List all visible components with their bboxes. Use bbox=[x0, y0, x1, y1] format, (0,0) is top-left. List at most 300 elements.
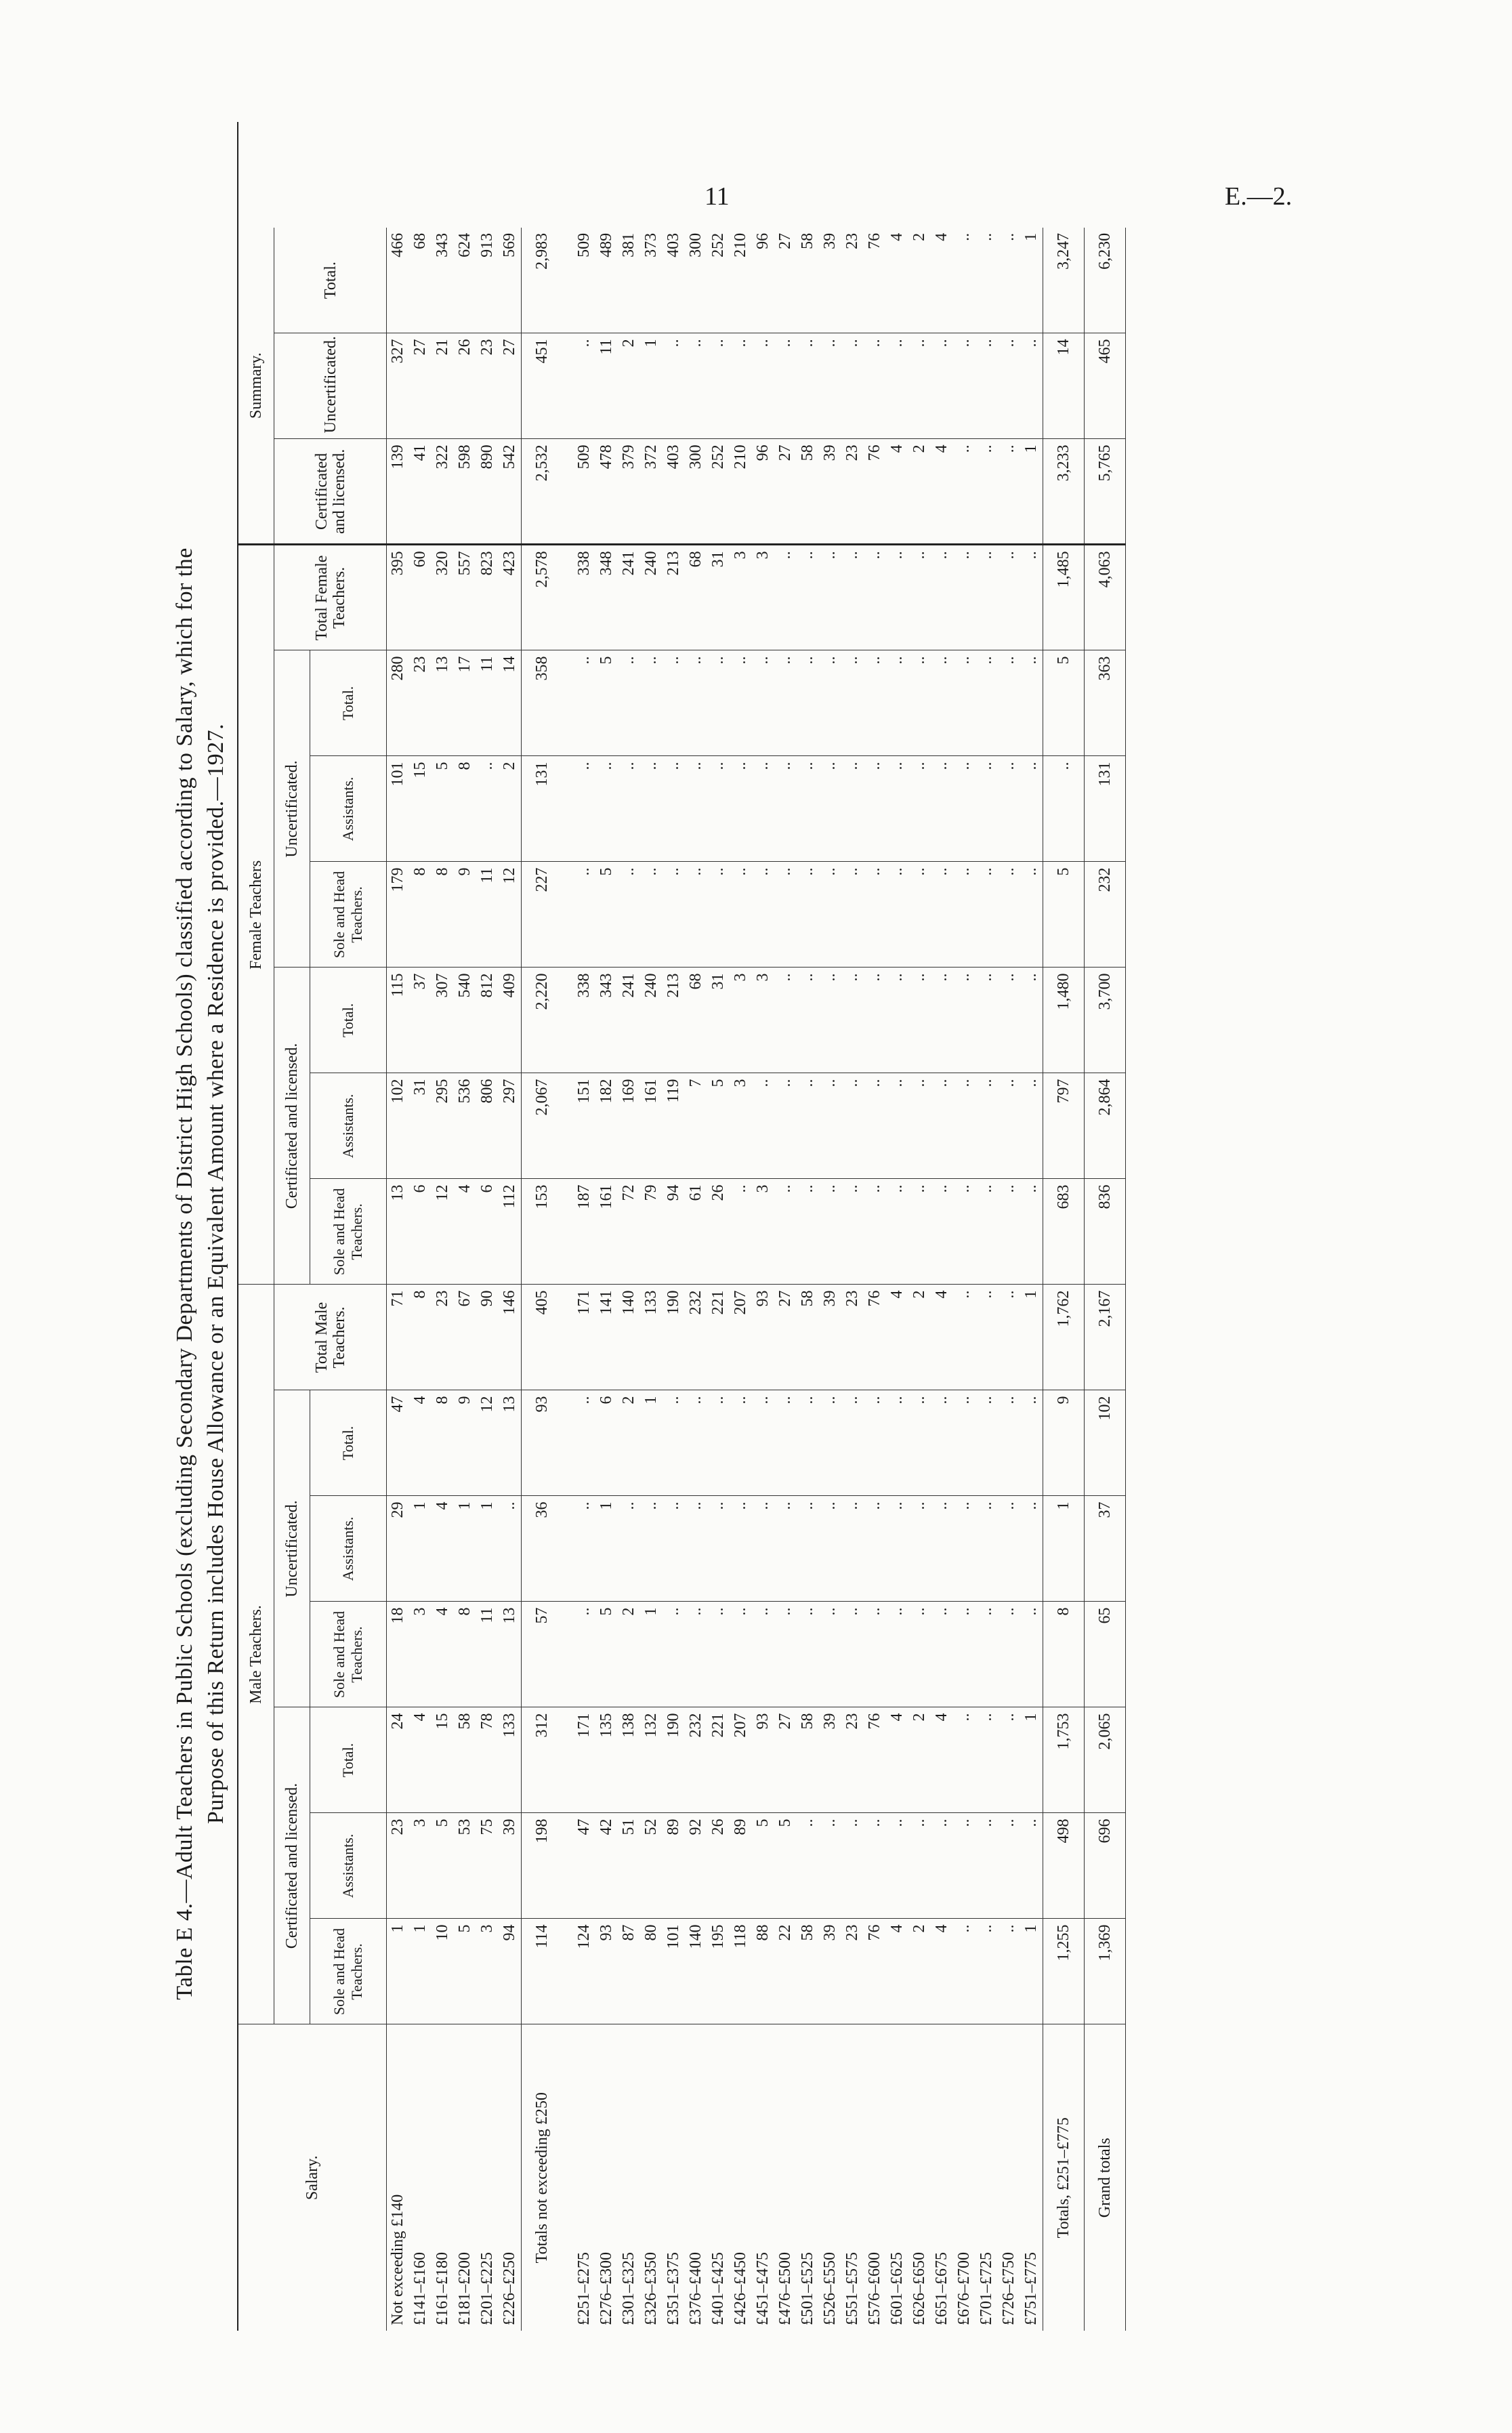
table-cell: 27 bbox=[774, 439, 797, 545]
table-cell: 8 bbox=[409, 1285, 432, 1390]
table-cell: .. bbox=[886, 862, 908, 968]
table-cell: 696 bbox=[1085, 1813, 1126, 1919]
table-cell: 1,485 bbox=[1043, 545, 1085, 650]
table-cell: 6 bbox=[409, 1179, 432, 1285]
table-cell: .. bbox=[685, 1602, 707, 1707]
male-cert-assist-header: Assistants. bbox=[310, 1813, 387, 1919]
table-cell: 131 bbox=[1085, 756, 1126, 862]
table-cell: .. bbox=[707, 756, 730, 862]
table-cell: .. bbox=[908, 545, 931, 650]
table-cell: 5,765 bbox=[1085, 439, 1126, 545]
table-cell: 2 bbox=[618, 333, 640, 439]
salary-label: £701–£725 bbox=[975, 2024, 998, 2331]
table-cell: .. bbox=[685, 862, 707, 968]
table-cell: 133 bbox=[499, 1707, 522, 1813]
table-cell: 3 bbox=[476, 1919, 499, 2024]
table-cell: .. bbox=[953, 1285, 975, 1390]
table-cell: 5 bbox=[595, 1602, 618, 1707]
table-cell: 465 bbox=[1085, 333, 1126, 439]
table-cell: .. bbox=[797, 1073, 819, 1179]
table-cell: .. bbox=[640, 862, 663, 968]
table-cell: 76 bbox=[864, 1919, 886, 2024]
table-cell: .. bbox=[730, 1496, 752, 1602]
table-cell: .. bbox=[931, 1496, 953, 1602]
table-cell: .. bbox=[864, 862, 886, 968]
table-cell: 39 bbox=[819, 1919, 841, 2024]
male-cert-total-header: Total. bbox=[310, 1707, 387, 1813]
table-cell: 68 bbox=[685, 545, 707, 650]
table-cell: .. bbox=[730, 333, 752, 439]
table-cell: 4 bbox=[886, 439, 908, 545]
table-cell: 312 bbox=[522, 1707, 563, 1813]
table-cell: 14 bbox=[499, 650, 522, 756]
table-cell: .. bbox=[998, 1707, 1020, 1813]
table-cell: .. bbox=[841, 1073, 864, 1179]
caption-line-1: Table E 4.—Adult Teachers in Public Schools (excluding Secondary Departments of District High Schools) classified according to Salary, which for the bbox=[172, 547, 197, 2000]
table-cell: .. bbox=[819, 862, 841, 968]
table-cell: .. bbox=[908, 1496, 931, 1602]
table-cell: 9 bbox=[454, 1390, 476, 1496]
table-cell: .. bbox=[640, 1496, 663, 1602]
table-cell: .. bbox=[685, 756, 707, 862]
table-cell: .. bbox=[819, 650, 841, 756]
table-row bbox=[953, 122, 975, 2331]
table-row bbox=[774, 122, 797, 2331]
table-cell: .. bbox=[998, 756, 1020, 862]
table-cell: .. bbox=[797, 1813, 819, 1919]
table-cell: 37 bbox=[409, 968, 432, 1073]
table-cell: 76 bbox=[864, 1707, 886, 1813]
table-cell: .. bbox=[953, 439, 975, 545]
table-cell: .. bbox=[663, 1390, 685, 1496]
table-cell: 65 bbox=[1085, 1602, 1126, 1707]
table-cell: .. bbox=[931, 545, 953, 650]
table-cell: 195 bbox=[707, 1919, 730, 2024]
table-cell: 210 bbox=[732, 232, 749, 257]
table-cell: 8 bbox=[432, 1390, 454, 1496]
salary-label: Not exceeding £140 bbox=[387, 2024, 410, 2331]
table-row bbox=[864, 122, 886, 2331]
table-cell: .. bbox=[752, 756, 774, 862]
table-cell: 27 bbox=[409, 333, 432, 439]
table-cell: 8 bbox=[454, 1602, 476, 1707]
table-row bbox=[908, 122, 931, 2331]
salary-label: £401–£425 bbox=[707, 2024, 730, 2331]
table-cell: .. bbox=[774, 1390, 797, 1496]
table-cell: 4 bbox=[886, 1919, 908, 2024]
table-cell: 2,578 bbox=[522, 545, 563, 650]
table-cell: 39 bbox=[819, 439, 841, 545]
table-cell: 39 bbox=[821, 232, 839, 249]
table-cell: .. bbox=[819, 1813, 841, 1919]
table-cell: .. bbox=[841, 862, 864, 968]
table-cell: .. bbox=[663, 756, 685, 862]
table-cell: .. bbox=[640, 756, 663, 862]
table-cell: 8 bbox=[1043, 1602, 1085, 1707]
table-cell: .. bbox=[819, 1602, 841, 1707]
table-row bbox=[931, 122, 953, 2331]
table-cell: 213 bbox=[663, 545, 685, 650]
table-cell: 890 bbox=[476, 439, 499, 545]
table-cell: .. bbox=[978, 232, 995, 241]
table-cell: 71 bbox=[387, 1285, 410, 1390]
table-cell: 58 bbox=[797, 1285, 819, 1390]
grand-total-row bbox=[1085, 122, 1126, 2331]
table-cell: .. bbox=[774, 1602, 797, 1707]
table-cell: 27 bbox=[774, 1285, 797, 1390]
table-cell: .. bbox=[975, 439, 998, 545]
table-cell: .. bbox=[1020, 1602, 1043, 1707]
table-row bbox=[841, 122, 864, 2331]
table-cell: .. bbox=[953, 1073, 975, 1179]
table-cell: 14 bbox=[1043, 333, 1085, 439]
table-cell: .. bbox=[573, 1496, 595, 1602]
table-cell: 182 bbox=[595, 1073, 618, 1179]
table-cell: .. bbox=[886, 545, 908, 650]
salary-label: £426–£450 bbox=[730, 2024, 752, 2331]
table-cell: 31 bbox=[707, 968, 730, 1073]
table-cell: 3 bbox=[752, 968, 774, 1073]
table-cell: .. bbox=[908, 333, 931, 439]
table-cell: 22 bbox=[774, 1919, 797, 2024]
table-cell: 4 bbox=[432, 1602, 454, 1707]
table-cell: 153 bbox=[522, 1179, 563, 1285]
table-cell: 67 bbox=[454, 1285, 476, 1390]
table-cell: 198 bbox=[522, 1813, 563, 1919]
table-cell: 41 bbox=[409, 439, 432, 545]
table-cell: 18 bbox=[387, 1602, 410, 1707]
table-cell: 4 bbox=[432, 1496, 454, 1602]
table-row bbox=[454, 122, 476, 2331]
table-cell: .. bbox=[998, 1073, 1020, 1179]
table-cell: 23 bbox=[841, 1707, 864, 1813]
table-cell: .. bbox=[908, 862, 931, 968]
table-cell: 3 bbox=[730, 1073, 752, 1179]
table-cell: .. bbox=[573, 333, 595, 439]
table-cell: 2 bbox=[618, 1390, 640, 1496]
salary-label: £476–£500 bbox=[774, 2024, 797, 2331]
table-cell: .. bbox=[663, 1496, 685, 1602]
summary-header: Summary. bbox=[238, 228, 274, 545]
table-cell: 187 bbox=[573, 1179, 595, 1285]
table-cell: .. bbox=[819, 1496, 841, 1602]
table-cell: 1,255 bbox=[1043, 1919, 1085, 2024]
table-cell: 2 bbox=[499, 756, 522, 862]
table-cell: .. bbox=[953, 1813, 975, 1919]
table-cell: .. bbox=[797, 968, 819, 1073]
salary-label: £501–£525 bbox=[797, 2024, 819, 2331]
table-cell: 320 bbox=[432, 545, 454, 650]
table-cell: 93 bbox=[595, 1919, 618, 2024]
table-cell: .. bbox=[931, 1602, 953, 1707]
table-cell: .. bbox=[752, 1602, 774, 1707]
table-cell: .. bbox=[864, 1602, 886, 1707]
table-cell: 232 bbox=[685, 1285, 707, 1390]
table-cell: .. bbox=[998, 1602, 1020, 1707]
male-cert-header: Certificated and licensed. bbox=[274, 1707, 310, 2024]
table-cell: .. bbox=[975, 1602, 998, 1707]
table-row bbox=[432, 122, 454, 2331]
table-cell: .. bbox=[618, 756, 640, 862]
table-cell: 403 bbox=[665, 232, 682, 257]
table-cell: .. bbox=[752, 1390, 774, 1496]
table-cell: 1 bbox=[1020, 1919, 1043, 2024]
table-cell: 232 bbox=[685, 1707, 707, 1813]
table-cell: .. bbox=[573, 1390, 595, 1496]
table-cell: 307 bbox=[432, 968, 454, 1073]
table-cell: 138 bbox=[618, 1707, 640, 1813]
table-cell: 6 bbox=[476, 1179, 499, 1285]
table-cell: 3,233 bbox=[1043, 439, 1085, 545]
table-cell: 94 bbox=[499, 1919, 522, 2024]
female-uncert-sole-header: Sole and Head Teachers. bbox=[310, 862, 387, 968]
table-cell: 169 bbox=[618, 1073, 640, 1179]
table-cell: 4 bbox=[454, 1179, 476, 1285]
table-cell: .. bbox=[953, 333, 975, 439]
table-cell: 509 bbox=[573, 439, 595, 545]
table-cell: 3 bbox=[752, 1179, 774, 1285]
table-cell: 542 bbox=[499, 439, 522, 545]
table-cell: 76 bbox=[864, 1285, 886, 1390]
table-cell: 1 bbox=[640, 1602, 663, 1707]
table-row bbox=[499, 122, 522, 2331]
table-cell: .. bbox=[797, 756, 819, 862]
table-cell: 8 bbox=[409, 862, 432, 968]
table-cell: 23 bbox=[387, 1813, 410, 1919]
table-cell: 1 bbox=[409, 1919, 432, 2024]
table-cell: .. bbox=[1020, 968, 1043, 1073]
table-cell: .. bbox=[931, 1073, 953, 1179]
salary-label: £601–£625 bbox=[886, 2024, 908, 2331]
table-cell: .. bbox=[841, 333, 864, 439]
table-cell: 4 bbox=[931, 1285, 953, 1390]
table-cell: 4 bbox=[886, 1285, 908, 1390]
table-cell: .. bbox=[640, 650, 663, 756]
table-cell: 812 bbox=[476, 968, 499, 1073]
table-cell: 26 bbox=[454, 333, 476, 439]
table-row bbox=[573, 122, 595, 2331]
male-uncert-header: Uncertificated. bbox=[274, 1390, 310, 1707]
table-cell: .. bbox=[908, 756, 931, 862]
table-cell: .. bbox=[730, 1179, 752, 1285]
table-cell: 327 bbox=[387, 333, 410, 439]
table-cell: 11 bbox=[476, 1602, 499, 1707]
table-cell: .. bbox=[618, 1496, 640, 1602]
table-cell: .. bbox=[819, 1073, 841, 1179]
table-cell: 5 bbox=[595, 862, 618, 968]
table-cell: 5 bbox=[432, 1813, 454, 1919]
table-cell: 5 bbox=[595, 650, 618, 756]
table-cell: .. bbox=[953, 968, 975, 1073]
table-cell: .. bbox=[707, 862, 730, 968]
table-cell: .. bbox=[955, 232, 973, 241]
table-cell: 76 bbox=[864, 439, 886, 545]
table-cell: .. bbox=[841, 1179, 864, 1285]
table-cell: 94 bbox=[663, 1179, 685, 1285]
salary-label: £551–£575 bbox=[841, 2024, 864, 2331]
table-cell: .. bbox=[685, 1496, 707, 1602]
table-cell: 47 bbox=[387, 1390, 410, 1496]
table-cell: 3 bbox=[409, 1602, 432, 1707]
table-cell: 207 bbox=[730, 1707, 752, 1813]
table-cell: 405 bbox=[522, 1285, 563, 1390]
table-cell: .. bbox=[841, 1496, 864, 1602]
table-cell: 3 bbox=[730, 545, 752, 650]
table-cell: .. bbox=[886, 1496, 908, 1602]
female-cert-total-header: Total. bbox=[310, 968, 387, 1073]
summary-uncert-header: Uncertificated. bbox=[274, 333, 387, 439]
table-cell: 23 bbox=[843, 232, 861, 249]
table-cell: 89 bbox=[663, 1813, 685, 1919]
female-cert-header: Certificated and licensed. bbox=[274, 968, 310, 1285]
row-spacer bbox=[562, 122, 573, 2331]
table-cell: .. bbox=[499, 1496, 522, 1602]
table-cell: .. bbox=[953, 1496, 975, 1602]
table-cell: .. bbox=[1020, 1496, 1043, 1602]
table-cell: .. bbox=[886, 756, 908, 862]
table-cell: .. bbox=[797, 333, 819, 439]
table-cell: 114 bbox=[522, 1919, 563, 2024]
table-cell: 146 bbox=[499, 1285, 522, 1390]
table-cell: .. bbox=[752, 1496, 774, 1602]
table-cell: 171 bbox=[573, 1285, 595, 1390]
table-row bbox=[797, 122, 819, 2331]
subtotal-row bbox=[1043, 122, 1085, 2331]
table-cell: 26 bbox=[707, 1813, 730, 1919]
rotated-table-block bbox=[169, 217, 1314, 2331]
table-cell: 118 bbox=[730, 1919, 752, 2024]
table-cell: .. bbox=[864, 1390, 886, 1496]
table-cell: 47 bbox=[573, 1813, 595, 1919]
table-cell: .. bbox=[908, 1073, 931, 1179]
table-cell: .. bbox=[819, 1179, 841, 1285]
table-cell: 536 bbox=[454, 1073, 476, 1179]
table-cell: 6 bbox=[595, 1390, 618, 1496]
table-row bbox=[975, 122, 998, 2331]
table-cell: .. bbox=[841, 545, 864, 650]
table-row bbox=[476, 122, 499, 2331]
table-cell: 24 bbox=[387, 1707, 410, 1813]
table-cell: 124 bbox=[573, 1919, 595, 2024]
table-cell: 338 bbox=[573, 545, 595, 650]
salary-label: £276–£300 bbox=[595, 2024, 618, 2331]
table-cell: .. bbox=[707, 1390, 730, 1496]
table-cell: 2,864 bbox=[1085, 1073, 1126, 1179]
table-cell: 102 bbox=[387, 1073, 410, 1179]
table-cell: .. bbox=[841, 1390, 864, 1496]
table-cell: 23 bbox=[841, 439, 864, 545]
table-cell: 29 bbox=[387, 1496, 410, 1602]
table-cell: 39 bbox=[499, 1813, 522, 1919]
table-cell: 31 bbox=[409, 1073, 432, 1179]
table-cell: 806 bbox=[476, 1073, 499, 1179]
table-cell: 322 bbox=[432, 439, 454, 545]
table-cell: .. bbox=[975, 968, 998, 1073]
table-cell: .. bbox=[707, 1602, 730, 1707]
table-cell: 90 bbox=[476, 1285, 499, 1390]
table-cell: 2,220 bbox=[522, 968, 563, 1073]
table-cell: .. bbox=[998, 1285, 1020, 1390]
table-cell: .. bbox=[774, 1496, 797, 1602]
table-cell: .. bbox=[707, 333, 730, 439]
table-cell: 240 bbox=[640, 968, 663, 1073]
table-cell: 4 bbox=[931, 1919, 953, 2024]
table-cell: .. bbox=[953, 862, 975, 968]
table-cell: .. bbox=[998, 862, 1020, 968]
male-uncert-assist-header: Assistants. bbox=[310, 1496, 387, 1602]
table-cell: 79 bbox=[640, 1179, 663, 1285]
table-cell: .. bbox=[685, 333, 707, 439]
table-cell: 133 bbox=[640, 1285, 663, 1390]
table-cell: 569 bbox=[501, 232, 518, 257]
table-cell: 102 bbox=[1085, 1390, 1126, 1496]
table-cell: 363 bbox=[1085, 650, 1126, 756]
table-cell: .. bbox=[886, 1813, 908, 1919]
table-cell: 210 bbox=[730, 439, 752, 545]
table-cell: 87 bbox=[618, 1919, 640, 2024]
salary-label: £576–£600 bbox=[864, 2024, 886, 2331]
table-cell: 1,762 bbox=[1043, 1285, 1085, 1390]
table-cell: 5 bbox=[707, 1073, 730, 1179]
table-cell: .. bbox=[819, 333, 841, 439]
table-body bbox=[387, 122, 1126, 2331]
table-cell: 68 bbox=[411, 232, 429, 249]
table-cell: .. bbox=[998, 545, 1020, 650]
table-cell: .. bbox=[864, 968, 886, 1073]
table-cell: 478 bbox=[595, 439, 618, 545]
table-cell: .. bbox=[908, 968, 931, 1073]
salary-label: £626–£650 bbox=[908, 2024, 931, 2331]
table-cell: .. bbox=[975, 650, 998, 756]
table-cell: .. bbox=[931, 756, 953, 862]
table-cell: .. bbox=[685, 1390, 707, 1496]
table-cell: 252 bbox=[707, 439, 730, 545]
table-cell: 358 bbox=[522, 650, 563, 756]
table-cell: .. bbox=[707, 1496, 730, 1602]
table-cell: .. bbox=[797, 862, 819, 968]
table-cell: .. bbox=[931, 1390, 953, 1496]
table-row bbox=[752, 122, 774, 2331]
table-cell: 23 bbox=[409, 650, 432, 756]
table-cell: 115 bbox=[387, 968, 410, 1073]
table-cell: 8 bbox=[454, 756, 476, 862]
table-cell: .. bbox=[953, 1179, 975, 1285]
table-cell: 101 bbox=[387, 756, 410, 862]
table-cell: .. bbox=[975, 1390, 998, 1496]
table-cell: 119 bbox=[663, 1073, 685, 1179]
table-cell: 11 bbox=[595, 333, 618, 439]
table-cell: 89 bbox=[730, 1813, 752, 1919]
table-cell: 1 bbox=[595, 1496, 618, 1602]
table-cell: 1 bbox=[476, 1496, 499, 1602]
table-cell: 221 bbox=[707, 1707, 730, 1813]
salary-label: £161–£180 bbox=[432, 2024, 454, 2331]
salary-label: £651–£675 bbox=[931, 2024, 953, 2331]
table-cell: .. bbox=[953, 1602, 975, 1707]
table-cell: 93 bbox=[522, 1390, 563, 1496]
table-cell: 451 bbox=[522, 333, 563, 439]
table-cell: .. bbox=[886, 333, 908, 439]
table-cell: 4 bbox=[931, 1707, 953, 1813]
table-cell: 53 bbox=[454, 1813, 476, 1919]
salary-label: £351–£375 bbox=[663, 2024, 685, 2331]
table-cell: .. bbox=[975, 1179, 998, 1285]
table-cell: 489 bbox=[597, 232, 615, 257]
table-cell: .. bbox=[573, 650, 595, 756]
table-cell: 498 bbox=[1043, 1813, 1085, 1919]
table-cell: .. bbox=[953, 545, 975, 650]
table-row bbox=[640, 122, 663, 2331]
